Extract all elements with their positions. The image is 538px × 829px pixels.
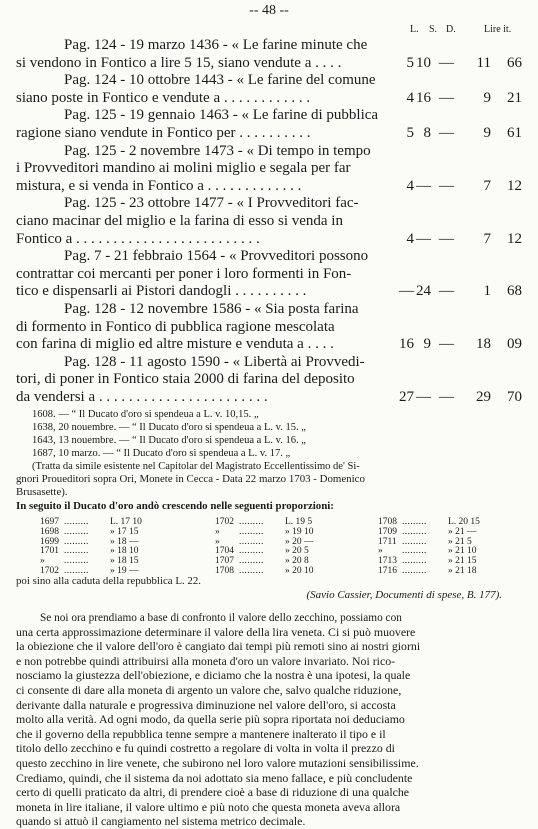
entry-s: 9 <box>423 336 431 353</box>
body-line: titolo dello zecchino e fu quindi costretto a regolare di volta in volta il prezzo di <box>16 741 395 756</box>
rate-value: » 19 10 <box>285 526 314 537</box>
rate-leader: . . . . . . . . . <box>239 546 263 557</box>
note-line: Brusasette). <box>16 486 68 498</box>
increase-intro: In seguito il Ducato d'oro andò crescendo nelle seguenti proporzioni: <box>16 500 334 512</box>
rate-value: » 21 5 <box>448 536 472 547</box>
entry-s: 24 <box>416 283 431 300</box>
entry-cent: 66 <box>507 54 522 71</box>
entry-d: — <box>439 89 454 106</box>
rate-year: » <box>378 546 383 557</box>
entry-d: — <box>439 283 454 300</box>
entry-cent: 09 <box>507 336 522 353</box>
entry-text: di formento in Fontico di pubblica ragione mescolata <box>16 318 335 335</box>
entry-text: contrattar coi mercanti per poner i loro formenti in Fon- <box>16 265 352 282</box>
note-line: 1608. — “ Il Ducato d'oro si spendeua a L. v. 10,15. „ <box>32 408 259 420</box>
body-line: derivante dalla naturale e progressiva diminuzione nel valore dell'oro, si accosta <box>16 697 396 712</box>
rate-leader: . . . . . . . . . <box>64 556 88 567</box>
rate-year: 1702 <box>40 566 59 576</box>
rate-value: » 20 8 <box>285 556 309 567</box>
entry-cent: 12 <box>507 230 522 247</box>
entry-cent: 12 <box>507 177 522 194</box>
rate-value: L. 17 10 <box>110 517 142 527</box>
rate-year: 1713 <box>378 556 397 567</box>
entry-l: 16 <box>399 336 414 353</box>
note-line: 1643, 13 nouembre. — “ Il Ducato d'oro si spendeua a L. v. 16. „ <box>32 434 306 446</box>
col-header-l: L. <box>410 24 419 35</box>
page-number: -- 48 -- <box>249 3 289 18</box>
citation: (Savio Cassier, Documenti di spese, B. 177). <box>306 589 502 601</box>
rate-value: » 20 — <box>285 536 314 547</box>
rate-year: 1702 <box>215 517 234 527</box>
rate-value: » 20 10 <box>285 566 314 576</box>
entry-text: Pag. 7 - 21 febbraio 1564 - « Provveditori possono <box>64 248 369 265</box>
fall-line: poi sino alla caduta della repubblica L. 22. <box>16 575 202 587</box>
rate-year: 1708 <box>378 517 397 527</box>
rate-value: » 20 5 <box>285 546 309 557</box>
body-line: e non potrebbe quindi attribuirsi alla moneta d'oro un valore invariato. Noi rico- <box>16 653 396 668</box>
rate-value: » 19 — <box>110 566 139 576</box>
rate-value: » 21 15 <box>448 556 477 567</box>
rate-value: L. 20 15 <box>448 517 480 527</box>
entry-lire: 11 <box>476 54 491 71</box>
col-header-d: D. <box>446 24 456 35</box>
entry-s: — <box>416 230 431 247</box>
body-line: che il governo della repubblica tenne sempre a mantenere inalterato il tipo e il <box>16 726 386 741</box>
rate-year: 1697 <box>40 517 59 527</box>
entry-d: — <box>439 54 454 71</box>
note-line: gnori Proueditori sopra Ori, Monete in Cecca - Data 22 marzo 1703 - Domenico <box>16 473 365 485</box>
rate-year: 1708 <box>215 566 234 576</box>
entry-cent: 21 <box>507 89 522 106</box>
entry-text: da vendersi a . . . . . . . . . . . . . . . . . . . . . . . <box>16 389 268 405</box>
rate-year: » <box>215 536 220 547</box>
entry-s: 10 <box>416 54 431 71</box>
rate-value: » 17 15 <box>110 526 139 537</box>
rate-value: » 21 18 <box>448 566 477 576</box>
rate-leader: . . . . . . . . . <box>402 526 426 537</box>
rate-leader: . . . . . . . . . <box>239 556 263 567</box>
entry-text: siano poste in Fontico e vendute a . . . . . . . . . . . . <box>16 89 311 106</box>
rate-year: » <box>215 526 220 537</box>
rate-year: 1698 <box>40 526 59 537</box>
rate-year: 1707 <box>215 556 234 567</box>
entry-cent: 70 <box>507 389 522 405</box>
rate-value: » 21 10 <box>448 546 477 557</box>
rate-year: 1701 <box>40 546 59 557</box>
body-line: una certa approssimazione determinare il valore della lira veneta. Ci si può muovere <box>16 624 416 639</box>
entry-l: 4 <box>406 230 414 247</box>
body-line: quando si attuò il cangiamento nel sistema metrico decimale. <box>16 814 306 829</box>
entry-text: Pag. 124 - 10 ottobre 1443 - « Le farine del comune <box>64 72 376 89</box>
body-line: molto alla verità. Ad ogni modo, da quella serie più sopra riportata noi deduciamo <box>16 712 405 727</box>
rate-value: » 21 — <box>448 526 477 537</box>
rate-leader: . . . . . . . . . <box>239 517 263 527</box>
rate-leader: . . . . . . . . . <box>64 536 88 547</box>
rate-leader: . . . . . . . . . <box>64 566 88 576</box>
entry-lire: 7 <box>483 230 491 247</box>
entry-lire: 18 <box>476 336 491 353</box>
entry-s: — <box>416 177 431 194</box>
rate-value: » 18 10 <box>110 546 139 557</box>
entry-l: 4 <box>406 177 414 194</box>
rate-leader: . . . . . . . . . <box>402 566 426 576</box>
entry-text: Pag. 124 - 19 marzo 1436 - « Le farine minute che <box>64 37 368 53</box>
entry-d: — <box>439 336 454 353</box>
rate-value: L. 19 5 <box>285 517 313 527</box>
entry-text: mistura, e si venda in Fontico a . . . . . . . . . . . . . <box>16 177 302 194</box>
entry-lire: 1 <box>483 283 491 300</box>
entry-l: 27 <box>399 389 414 405</box>
body-line: ci consente di dare alla moneta di argento un valore che, salvo qualche riduzione, <box>16 683 402 697</box>
entry-l: 5 <box>406 54 414 71</box>
body-line: moneta in lire italiane, il valore ultimo e più noto che questa moneta aveva allora <box>16 799 401 814</box>
entry-lire: 29 <box>476 389 491 405</box>
rate-leader: . . . . . . . . . <box>64 546 88 557</box>
entry-lire: 9 <box>483 89 491 106</box>
entry-text: ciano macinar del miglio e la farina di esso si venda in <box>16 213 343 229</box>
entry-l: 4 <box>406 89 414 106</box>
body-line: Crediamo, quindi, che il sistema da noi adottato sia meno fallace, e più concludente <box>16 770 413 785</box>
entry-text: con farina di miglio ed altre misture e venduta a . . . . <box>16 336 334 353</box>
rate-year: » <box>40 556 45 567</box>
body-line: certo di quelli praticato da altri, di prendere cioè a base di riduzione di una qualche <box>16 785 410 800</box>
rate-leader: . . . . . . . . . <box>239 536 263 547</box>
entry-l: 5 <box>406 125 414 141</box>
entry-lire: 7 <box>483 177 491 194</box>
entry-text: i Provveditori mandino ai molini miglio e segala per far <box>16 160 351 177</box>
entry-lire: 9 <box>483 125 491 141</box>
entry-text: Pag. 128 - 12 novembre 1586 - « Sia posta farina <box>64 301 359 317</box>
rate-leader: . . . . . . . . . <box>402 536 426 547</box>
rate-year: 1704 <box>215 546 234 557</box>
note-line: 1687, 10 marzo. — “ Il Ducato d'oro si spendeua a L. v. 17. „ <box>32 447 291 459</box>
rate-leader: . . . . . . . . . <box>402 556 426 567</box>
entry-text: ragione siano vendute in Fontico per . . . . . . . . . . <box>16 125 311 141</box>
rate-year: 1716 <box>378 566 397 576</box>
entry-text: tico e dispensarli ai Pistori dandogli . . . . . . . . . . <box>16 283 307 300</box>
entry-s: 8 <box>423 125 431 141</box>
rate-leader: . . . . . . . . . <box>64 517 88 527</box>
entry-text: Fontico a . . . . . . . . . . . . . . . . . . . . . . . . . <box>16 230 260 247</box>
body-line: Se noi ora prendiamo a base di confronto il valore dello zecchino, possiamo con <box>40 610 402 624</box>
entry-text: Pag. 128 - 11 agosto 1590 - « Libertà ai Provvedi- <box>64 353 365 370</box>
note-line: 1638, 20 nouembre. — “ Il Ducato d'oro si spendeua a L. v. 15. „ <box>32 421 306 433</box>
rate-leader: . . . . . . . . . <box>239 526 263 537</box>
entry-text: Pag. 125 - 19 gennaio 1463 - « Le farine di pubblica <box>64 107 379 124</box>
entry-text: tori, di poner in Fontico staia 2000 di farina del deposito <box>16 371 355 388</box>
entry-text: Pag. 125 - 23 ottobre 1477 - « I Provveditori fac- <box>64 195 359 212</box>
entry-s: — <box>416 389 431 405</box>
note-line: (Tratta da simile esistente nel Capitolar del Magistrato Eccellentissimo de' Si- <box>32 460 360 472</box>
rate-leader: . . . . . . . . . <box>402 517 426 527</box>
entry-d: — <box>439 230 454 247</box>
rate-year: 1711 <box>378 536 397 547</box>
rate-value: » 18 15 <box>110 556 139 567</box>
entry-d: — <box>439 125 454 141</box>
entry-l: — <box>399 283 414 300</box>
col-header-s: S. <box>429 24 438 35</box>
rate-leader: . . . . . . . . . <box>64 526 88 537</box>
entry-text: Pag. 125 - 2 novembre 1473 - « Di tempo in tempo <box>64 142 371 159</box>
rate-year: 1699 <box>40 536 59 547</box>
entry-cent: 61 <box>507 125 522 141</box>
body-line: questo zecchino in lire venete, che subirono nel loro valore mutazioni sensibilissime. <box>16 756 419 770</box>
entry-row <box>16 387 528 407</box>
entry-d: — <box>439 389 454 405</box>
entry-cent: 68 <box>507 283 522 300</box>
col-header-lire: Lire it. <box>484 24 512 35</box>
rate-leader: . . . . . . . . . <box>402 546 426 557</box>
entry-s: 16 <box>416 89 431 106</box>
entry-text: si vendono in Fontico a lire 5 15, siano vendute a . . . . <box>16 54 342 71</box>
rate-year: 1709 <box>378 526 397 537</box>
rate-leader: . . . . . . . . . <box>239 566 263 576</box>
body-line: nosciamo la giustezza dell'obiezione, e diciamo che la nostra è una ipotesi, la quale <box>16 668 411 683</box>
rate-value: » 18 — <box>110 536 139 547</box>
entry-d: — <box>439 177 454 194</box>
body-line: la obiezione che il valore dell'oro è cangiato dai tempi più remoti sino ai nostri giorni <box>16 639 421 654</box>
